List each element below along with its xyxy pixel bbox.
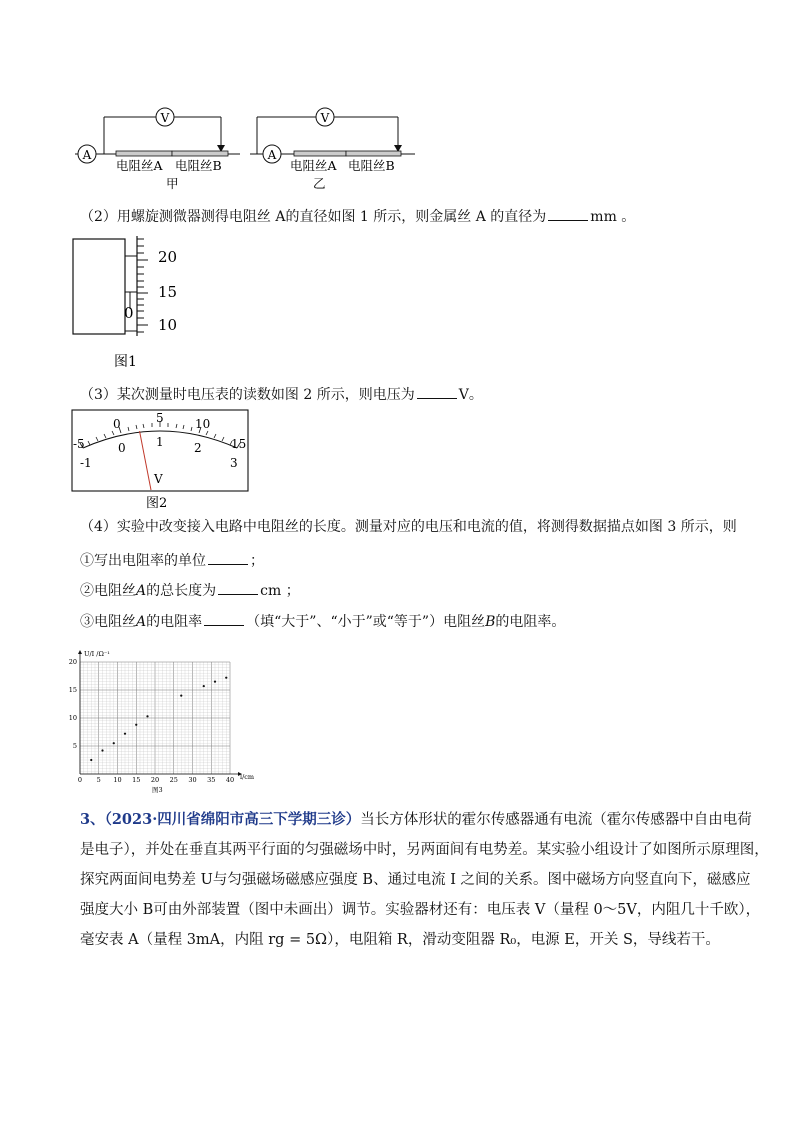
problem-3-line5: 毫安表 A（量程 3mA，内阻 rg = 5Ω），电阻箱 R，滑动变阻器 R₀，电源 E，开关 S，导线若干。 — [80, 932, 720, 948]
y-tick-label: 10 — [68, 714, 77, 722]
top-scale-0: 0 — [113, 417, 121, 431]
thimble-ticks — [137, 239, 148, 332]
x-tick-label: 5 — [96, 776, 101, 784]
bottom-scale-3: 3 — [230, 456, 238, 470]
wire-a-label-left: 电阻丝A — [116, 158, 163, 173]
x-tick-label: 40 — [225, 776, 235, 784]
problem-3-line1: 3、（2023·四川省绵阳市高三下学期三诊）当长方体形状的霍尔传感器通有电流（霍尔传感器中自由电荷 — [80, 811, 752, 828]
ammeter-label-right: A — [267, 148, 277, 162]
question-2 — [80, 206, 635, 227]
data-point — [135, 724, 137, 726]
x-tick-label: 20 — [150, 776, 160, 784]
voltmeter-label-right: V — [320, 111, 330, 125]
circuit-yi — [250, 108, 415, 191]
caption-jia: 甲 — [166, 176, 179, 191]
question-4-item2: ②电阻丝A的总长度为 cm ； — [80, 580, 300, 601]
thimble-label-15: 15 — [158, 283, 178, 301]
data-point — [101, 749, 103, 751]
wire-a-label-right: 电阻丝A — [290, 158, 337, 173]
question-4-item3: ③电阻丝A的电阻率 （填“大于”、“小于”或“等于”）电阻丝B的电阻率。 — [80, 611, 565, 632]
q3-answer-blank[interactable] — [417, 384, 457, 399]
voltmeter-figure — [70, 408, 255, 514]
thimble-label-10: 10 — [158, 316, 178, 334]
data-point — [214, 681, 216, 683]
caption-yi: 乙 — [313, 176, 326, 191]
q2-answer-blank[interactable] — [548, 206, 588, 221]
main-scale-zero: 0 — [124, 304, 134, 322]
q3-unit: V。 — [458, 387, 483, 403]
data-point — [146, 715, 148, 717]
bottom-scale-2: 2 — [194, 441, 202, 455]
q4-item3-blank[interactable] — [204, 611, 244, 626]
problem-3-line2: 是电子），并处在垂直其两平行面的匀强磁场中时，另两面间有电势差。某实验小组设计了如图所示原理图， — [80, 842, 769, 858]
chart-xlabel: l/cm — [240, 773, 255, 781]
circuit-jia — [75, 108, 240, 191]
x-tick-label: 30 — [188, 776, 197, 784]
chart-grid — [80, 662, 230, 774]
top-scale-15: 15 — [231, 437, 247, 451]
q4-item1-blank[interactable] — [208, 550, 248, 565]
resistance-wire-b-right — [346, 151, 401, 156]
x-tick-label: 25 — [169, 776, 178, 784]
top-scale-5: 5 — [156, 411, 164, 425]
x-tick-label: 10 — [113, 776, 122, 784]
wire-b-label-left: 电阻丝B — [175, 158, 222, 173]
bottom-scale-1: 1 — [156, 435, 164, 449]
x-tick-label: 35 — [207, 776, 216, 784]
problem-3-line3: 探究两面间电势差 U与匀强磁场磁感应强度 B、通过电流 I 之间的关系。图中磁场方向竖直向下，磁感应 — [80, 872, 751, 888]
data-point — [90, 759, 92, 761]
chart-ylabel: U/I /Ω⁻¹ — [84, 650, 110, 658]
resistance-wire-b-left — [172, 151, 228, 156]
voltmeter-needle — [140, 431, 151, 490]
circuit-diagrams — [70, 100, 430, 195]
question-3 — [80, 384, 483, 405]
resistance-wire-a-right — [294, 151, 346, 156]
problem-3-number: 3、 — [80, 811, 105, 828]
needle-label: V — [154, 472, 163, 486]
y-tick-label: 15 — [68, 686, 77, 694]
q4-item2-blank[interactable] — [218, 580, 258, 595]
problem-3-line4: 强度大小 B可由外部装置（图中未画出）调节。实验器材还有：电压表 V（量程 0～5V，内阻几十千欧）， — [80, 902, 761, 918]
resistance-length-chart — [68, 648, 268, 798]
data-point — [203, 685, 205, 687]
resistance-wire-a-left — [116, 151, 172, 156]
y-tick-label: 5 — [72, 742, 77, 750]
data-point — [180, 695, 182, 697]
question-4-intro: （4）实验中改变接入电路中电阻丝的长度。测量对应的电压和电流的值，将测得数据描点如图 3 所示，则 — [80, 519, 737, 535]
data-point — [225, 677, 227, 679]
problem-3-source: （2023·四川省绵阳市高三下学期三诊） — [104, 811, 361, 828]
thimble-label-20: 20 — [158, 248, 178, 266]
q2-text: （2）用螺旋测微器测得电阻丝 A的直径如图 1 所示，则金属丝 A 的直径为 — [80, 209, 547, 225]
question-4-item1: ①写出电阻率的单位 ； — [80, 550, 264, 571]
bottom-scale-minus1: -1 — [80, 456, 92, 470]
voltmeter-label-left: V — [160, 111, 170, 125]
y-axis-arrow — [78, 650, 82, 654]
micrometer-figure — [72, 234, 202, 374]
x-tick-label: 15 — [132, 776, 141, 784]
data-point — [124, 733, 126, 735]
micrometer-frame — [73, 239, 125, 334]
y-tick-label: 20 — [68, 658, 77, 666]
figure-1-caption: 图1 — [114, 354, 137, 370]
problem-3 — [80, 805, 769, 955]
top-scale-10: 10 — [195, 417, 211, 431]
chart-tick-labels — [69, 658, 234, 784]
top-scale-minus5: -5 — [73, 437, 85, 451]
bottom-scale-0: 0 — [118, 441, 126, 455]
ammeter-label-left: A — [82, 148, 92, 162]
wire-b-label-right: 电阻丝B — [348, 158, 395, 173]
q2-unit: mm 。 — [590, 209, 636, 225]
x-tick-label: 0 — [77, 776, 83, 784]
figure-3-caption: 图3 — [152, 786, 163, 794]
figure-2-caption: 图2 — [146, 496, 168, 511]
q3-text: （3）某次测量时电压表的读数如图 2 所示，则电压为 — [80, 387, 415, 403]
data-point — [113, 742, 115, 744]
